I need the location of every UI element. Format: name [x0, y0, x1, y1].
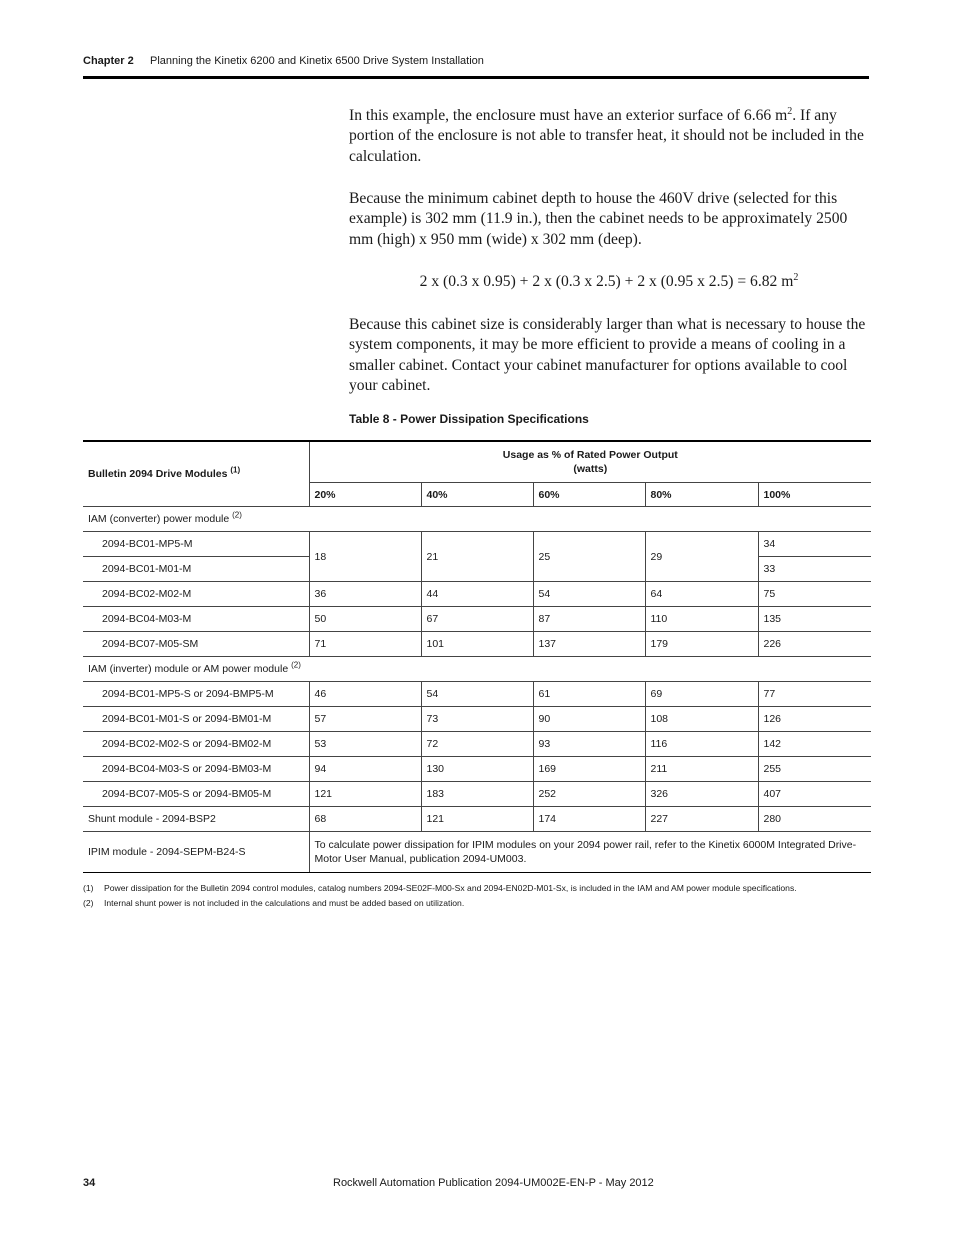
usage-line-1: Usage as % of Rated Power Output — [502, 449, 678, 461]
paragraph-enclosure-surface — [349, 106, 869, 167]
table-row — [83, 532, 871, 557]
footnote-number: (1) — [83, 883, 94, 893]
value-cell: 407 — [758, 782, 871, 807]
module-name: Shunt module - 2094-BSP2 — [83, 807, 309, 832]
module-name: 2094-BC02-M02-S or 2094-BM02-M — [83, 732, 309, 757]
table-row — [83, 832, 871, 873]
formula-text: 2 x (0.3 x 0.95) + 2 x (0.3 x 2.5) + 2 x (0.95 x 2.5) = 6.82 m — [419, 273, 794, 290]
value-cell: 101 — [421, 632, 533, 657]
value-cell: 126 — [758, 707, 871, 732]
pct-header: 60% — [533, 483, 645, 507]
footnote-ref-2: (2) — [232, 510, 242, 520]
column-header-modules — [83, 441, 309, 507]
table-row — [83, 707, 871, 732]
column-header-modules-text: Bulletin 2094 Drive Modules — [88, 468, 228, 480]
paragraph-cabinet-depth: Because the minimum cabinet depth to house the 460V drive (selected for this example) is 302 mm (11.9 in.), then the cabinet needs to be approximately 2500 mm (high) x 950 mm (wide) x 302 mm (deep). — [349, 190, 848, 248]
value-cell: 75 — [758, 582, 871, 607]
group-label: IAM (inverter) module or AM power module — [88, 663, 289, 675]
footnote-ref-1: (1) — [230, 465, 241, 475]
value-cell: 179 — [645, 632, 758, 657]
ipim-note: To calculate power dissipation for IPIM modules on your 2094 power rail, refer to the Kinetix 6000M Integrated Drive-Motor User Manual, publication 2094-UM003. — [309, 832, 871, 873]
module-name: 2094-BC01-MP5-M — [83, 532, 309, 557]
publication-info: Rockwell Automation Publication 2094-UM002E-EN-P - May 2012 — [333, 1177, 654, 1189]
value-cell: 174 — [533, 807, 645, 832]
page-footer — [83, 1177, 869, 1193]
value-cell: 71 — [309, 632, 421, 657]
value-cell: 211 — [645, 757, 758, 782]
table-caption: Table 8 - Power Dissipation Specifications — [349, 412, 589, 426]
page-header — [83, 52, 869, 79]
group-row-converter — [83, 507, 871, 532]
p1-text-b: . If any portion of the enclosure is not able to transfer heat, it should not be included in the calculation. — [349, 107, 864, 165]
table-row — [83, 757, 871, 782]
table-row — [83, 682, 871, 707]
surface-formula — [349, 272, 869, 292]
value-cell: 110 — [645, 607, 758, 632]
value-cell: 53 — [309, 732, 421, 757]
pct-header: 100% — [758, 483, 871, 507]
module-name: 2094-BC01-M01-M — [83, 557, 309, 582]
value-cell: 25 — [533, 532, 645, 582]
table-row — [83, 807, 871, 832]
value-cell: 108 — [645, 707, 758, 732]
footnote-number: (2) — [83, 898, 94, 908]
column-header-usage — [309, 441, 871, 483]
value-cell: 227 — [645, 807, 758, 832]
chapter-title: Planning the Kinetix 6200 and Kinetix 6500 Drive System Installation — [150, 55, 484, 67]
value-cell: 69 — [645, 682, 758, 707]
module-name: 2094-BC01-M01-S or 2094-BM01-M — [83, 707, 309, 732]
footnote-ref-2: (2) — [291, 660, 301, 670]
formula-superscript: 2 — [793, 271, 799, 283]
module-name: 2094-BC01-MP5-S or 2094-BMP5-M — [83, 682, 309, 707]
footnote-text: Power dissipation for the Bulletin 2094 control modules, catalog numbers 2094-SE02F-M00-Sx and 2094-EN02D-M01-Sx, is included in the IAM and AM power module specifications. — [104, 883, 797, 893]
p1-text-a: In this example, the enclosure must have an exterior surface of 6.66 m — [349, 107, 788, 124]
table-row — [83, 632, 871, 657]
value-cell: 93 — [533, 732, 645, 757]
table-row — [83, 782, 871, 807]
paragraph-cooling: Because this cabinet size is considerably larger than what is necessary to house the system components, it may be more efficient to provide a means of cooling in a smaller cabinet. Contact your cabinet manufacturer for options available to cool your cabinet. — [349, 316, 866, 394]
value-cell: 72 — [421, 732, 533, 757]
table-row — [83, 582, 871, 607]
value-cell: 34 — [758, 532, 871, 557]
module-name: 2094-BC04-M03-M — [83, 607, 309, 632]
value-cell: 77 — [758, 682, 871, 707]
value-cell: 121 — [309, 782, 421, 807]
chapter-label: Chapter 2 — [83, 55, 134, 67]
value-cell: 36 — [309, 582, 421, 607]
value-cell: 21 — [421, 532, 533, 582]
pct-header: 40% — [421, 483, 533, 507]
value-cell: 94 — [309, 757, 421, 782]
value-cell: 73 — [421, 707, 533, 732]
value-cell: 142 — [758, 732, 871, 757]
group-label: IAM (converter) power module — [88, 513, 230, 525]
value-cell: 121 — [421, 807, 533, 832]
value-cell: 18 — [309, 532, 421, 582]
module-name: 2094-BC07-M05-S or 2094-BM05-M — [83, 782, 309, 807]
value-cell: 280 — [758, 807, 871, 832]
value-cell: 64 — [645, 582, 758, 607]
value-cell: 46 — [309, 682, 421, 707]
value-cell: 90 — [533, 707, 645, 732]
value-cell: 57 — [309, 707, 421, 732]
group-row-inverter — [83, 657, 871, 682]
value-cell: 29 — [645, 532, 758, 582]
p1-superscript: 2 — [787, 105, 793, 117]
value-cell: 54 — [533, 582, 645, 607]
value-cell: 226 — [758, 632, 871, 657]
value-cell: 50 — [309, 607, 421, 632]
value-cell: 67 — [421, 607, 533, 632]
power-dissipation-table — [83, 440, 871, 873]
value-cell: 130 — [421, 757, 533, 782]
footnote-text: Internal shunt power is not included in the calculations and must be added based on utilization. — [104, 898, 465, 908]
value-cell: 169 — [533, 757, 645, 782]
value-cell: 87 — [533, 607, 645, 632]
module-name: 2094-BC04-M03-S or 2094-BM03-M — [83, 757, 309, 782]
value-cell: 54 — [421, 682, 533, 707]
value-cell: 252 — [533, 782, 645, 807]
page-number: 34 — [83, 1177, 96, 1189]
pct-header: 80% — [645, 483, 758, 507]
value-cell: 135 — [758, 607, 871, 632]
pct-header: 20% — [309, 483, 421, 507]
value-cell: 33 — [758, 557, 871, 582]
value-cell: 116 — [645, 732, 758, 757]
module-name: 2094-BC02-M02-M — [83, 582, 309, 607]
module-name: 2094-BC07-M05-SM — [83, 632, 309, 657]
value-cell: 44 — [421, 582, 533, 607]
table-row — [83, 732, 871, 757]
value-cell: 137 — [533, 632, 645, 657]
value-cell: 255 — [758, 757, 871, 782]
table-row — [83, 607, 871, 632]
usage-line-2: (watts) — [573, 463, 608, 475]
module-name: IPIM module - 2094-SEPM-B24-S — [83, 832, 309, 873]
value-cell: 61 — [533, 682, 645, 707]
value-cell: 183 — [421, 782, 533, 807]
value-cell: 68 — [309, 807, 421, 832]
value-cell: 326 — [645, 782, 758, 807]
